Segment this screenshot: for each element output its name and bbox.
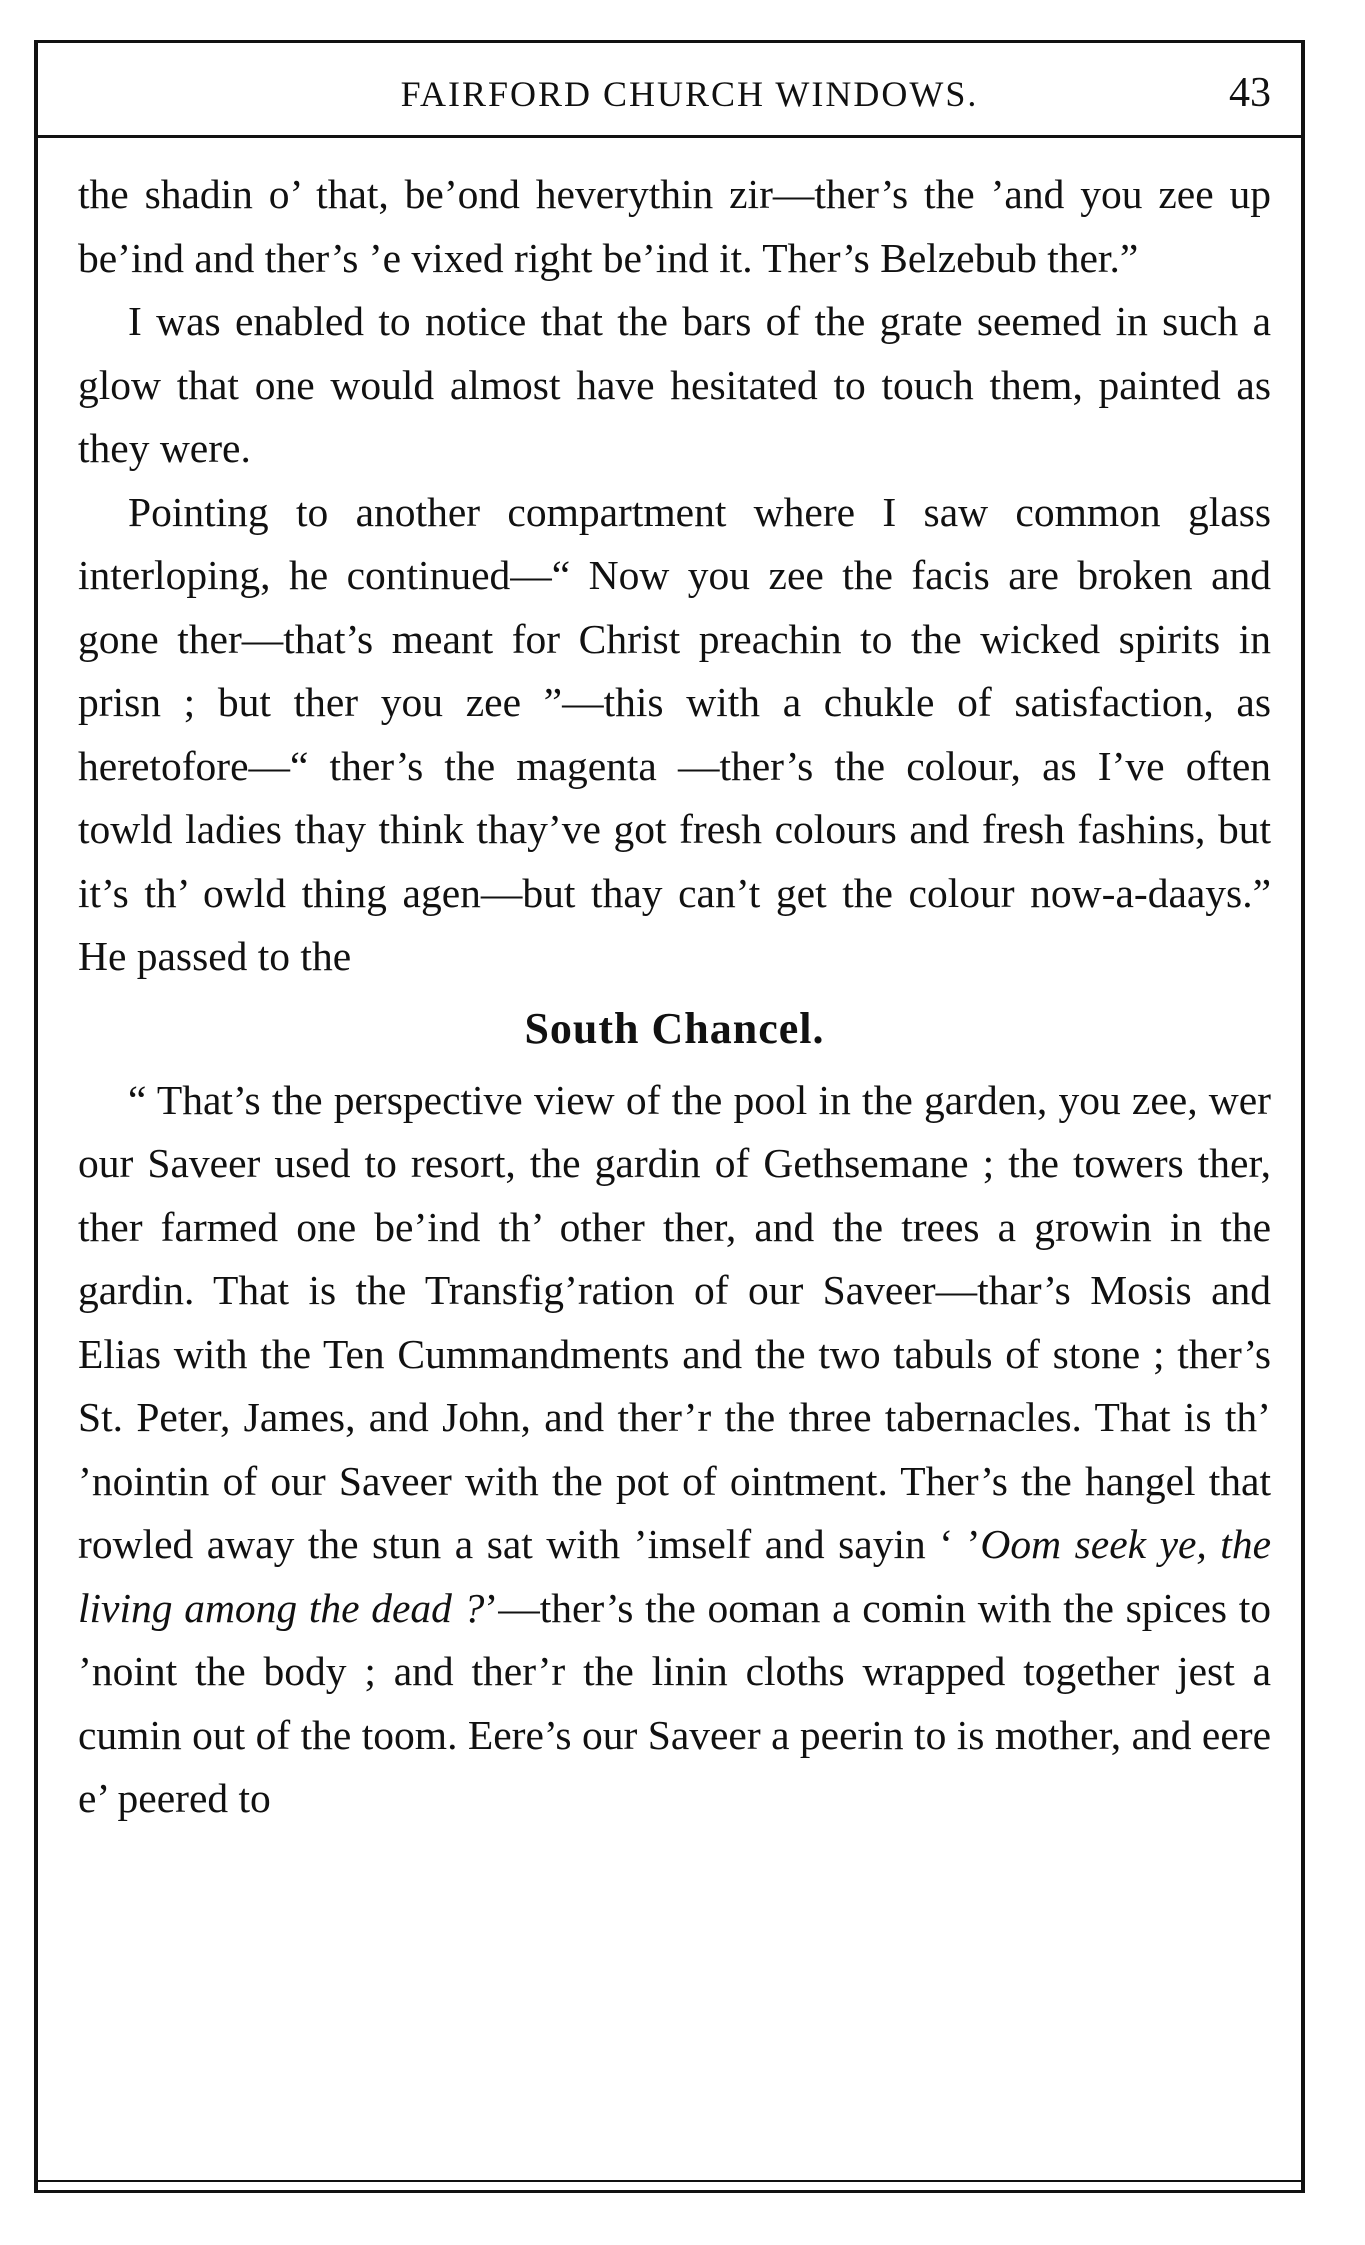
body-text xyxy=(78,163,1271,1831)
paragraph-3: Pointing to another compartment where I saw common glass interloping, he continued—“ Now you zee the facis are broken and gone ther—that’s meant for Christ preachin to the wicked spirits in prisn ; but ther you zee ”—this with a chukle of satisfaction, as heretofore—“ ther’s the magenta —ther’s the colour, as I’ve often towld ladies thay think thay’ve got fresh colours and fresh fashins, but it’s th’ owld thing agen—but thay can’t get the colour now-a-daays.” He passed to the xyxy=(78,488,1271,979)
page-frame xyxy=(34,40,1305,2193)
section-heading: South Chancel. xyxy=(524,1003,825,1053)
paragraph-4-text-b: ’—ther’s the ooman a comin with the spices to ’noint the body ; and ther’r the linin cloths wrapped together jest a cumin out of the toom. Eere’s our Saveer a peerin to is mother, and eere e’ peered to xyxy=(78,1584,1271,1821)
paragraph-2: I was enabled to notice that the bars of the grate seemed in such a glow that one would almost have hesitated to touch them, painted as they were. xyxy=(78,298,1271,471)
italic-quote: Oom seek ye, the living among the dead ? xyxy=(78,1521,1271,1631)
paragraph-1: the shadin o’ that, be’ond heverythin zir—ther’s the ’and you zee up be’ind and ther’s ’e vixed right be’ind it. Ther’s Belzebub ther.” xyxy=(78,171,1271,281)
page-number: 43 xyxy=(1229,70,1271,116)
page-header-title: FAIRFORD CHURCH WINDOWS. xyxy=(400,74,979,114)
paragraph-4-text-a: “ That’s the perspective view of the pool in the garden, you zee, wer our Saveer used to resort, the gardin of Gethsemane ; the towers ther, ther farmed one be’ind th’ other ther, and the trees a growin in the gardin. That is the Transfig’ration of our Saveer—thar’s Mosis and Elias with the Ten Cummandments and the two tabuls of stone ; ther’s St. Peter, James, and John, and ther’r the three tabernacles. That is th’ ’nointin of our Saveer with the pot of ointment. Ther’s the hangel that rowled away the stun a sat with ’imself and sayin ‘ ’ xyxy=(78,1076,1271,1567)
running-header xyxy=(38,43,1301,138)
paragraph-4 xyxy=(78,1069,1271,1831)
